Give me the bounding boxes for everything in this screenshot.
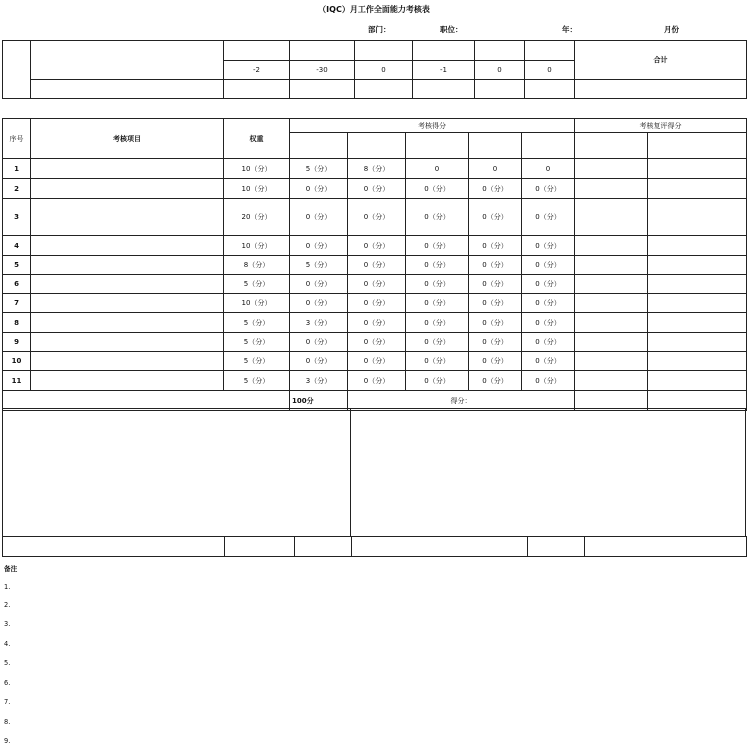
note-2: 2.	[4, 601, 11, 609]
row-review-cell	[575, 179, 648, 199]
row-score: 0（分）	[469, 313, 522, 333]
row-number: 5	[3, 256, 31, 275]
row-score: 0（分）	[522, 333, 575, 352]
score-row	[3, 275, 747, 294]
score-row	[3, 236, 747, 256]
deduct-val-1: -2	[224, 61, 290, 80]
deduct-val-2: -30	[290, 61, 355, 80]
row-weight: 5（分）	[224, 371, 290, 391]
row-review-cell	[575, 275, 648, 294]
row-review-cell	[575, 199, 648, 236]
row-score: 0（分）	[348, 313, 406, 333]
row-weight: 5（分）	[224, 313, 290, 333]
row-item	[31, 294, 224, 313]
row-score: 0（分）	[290, 352, 348, 371]
row-score: 0（分）	[522, 371, 575, 391]
row-item	[31, 371, 224, 391]
row-weight: 10（分）	[224, 236, 290, 256]
sub-header-3	[406, 133, 469, 159]
score-row	[3, 159, 747, 179]
signature-table	[2, 536, 747, 557]
row-score: 0	[522, 159, 575, 179]
row-score: 0（分）	[290, 236, 348, 256]
row-score: 0（分）	[522, 294, 575, 313]
col-header-review: 考核复评得分	[575, 119, 747, 133]
row-weight: 5（分）	[224, 352, 290, 371]
row-number: 3	[3, 199, 31, 236]
sub-header-5	[522, 133, 575, 159]
note-1: 1.	[4, 583, 11, 591]
deduct-val-3: 0	[355, 61, 413, 80]
deduct-val-5: 0	[475, 61, 525, 80]
reviewer-signature-label	[3, 537, 225, 557]
row-score: 0（分）	[406, 256, 469, 275]
review-opinion-box	[2, 408, 351, 537]
row-score: 5（分）	[290, 256, 348, 275]
row-score: 0（分）	[406, 236, 469, 256]
row-review-cell	[648, 236, 747, 256]
row-weight: 10（分）	[224, 159, 290, 179]
row-item	[31, 179, 224, 199]
row-weight: 8（分）	[224, 256, 290, 275]
sub-header-4	[469, 133, 522, 159]
row-score: 3（分）	[290, 371, 348, 391]
row-weight: 10（分）	[224, 294, 290, 313]
row-review-cell	[648, 179, 747, 199]
row-review-cell	[648, 294, 747, 313]
scoring-table	[2, 118, 747, 411]
row-score: 0（分）	[348, 236, 406, 256]
row-number: 8	[3, 313, 31, 333]
row-score: 0（分）	[469, 256, 522, 275]
row-score: 0（分）	[406, 371, 469, 391]
form-title: （IQC）月工作全面能力考核表	[318, 5, 430, 14]
score-row	[3, 199, 747, 236]
month-label: 月份	[664, 25, 679, 34]
initial-opinion-box	[350, 408, 746, 537]
deduct-col-6	[525, 41, 575, 61]
row-score: 0（分）	[406, 294, 469, 313]
row-score: 0（分）	[522, 236, 575, 256]
deduct-total-label: 合计	[575, 41, 747, 80]
deduction-side-label	[3, 41, 31, 99]
row-score: 0（分）	[469, 294, 522, 313]
sub-header-1	[290, 133, 348, 159]
department-label: 部门：	[368, 25, 391, 34]
row-score: 0（分）	[348, 352, 406, 371]
deduct-val-4: -1	[413, 61, 475, 80]
score-row	[3, 352, 747, 371]
row-item	[31, 199, 224, 236]
row-score: 0（分）	[522, 352, 575, 371]
initial-reviewer-label	[352, 537, 528, 557]
row-review-cell	[575, 256, 648, 275]
row-score: 0（分）	[469, 179, 522, 199]
row-score: 0（分）	[348, 179, 406, 199]
deduct-val-6: 0	[525, 61, 575, 80]
row-score: 0（分）	[522, 275, 575, 294]
row-score: 0（分）	[406, 352, 469, 371]
row-score: 0（分）	[348, 199, 406, 236]
deduct-col-1	[224, 41, 290, 61]
row-review-cell	[648, 256, 747, 275]
row-score: 0（分）	[406, 313, 469, 333]
row-item	[31, 352, 224, 371]
row-score: 0（分）	[348, 371, 406, 391]
deduction-standard-label	[31, 41, 224, 80]
review-date-label	[528, 537, 585, 557]
sub-header-7	[648, 133, 747, 159]
row-score: 0（分）	[522, 179, 575, 199]
col-header-item: 考核项目	[31, 119, 224, 159]
row-score: 0（分）	[469, 333, 522, 352]
deduct-col-3	[355, 41, 413, 61]
row-item	[31, 275, 224, 294]
row-score: 0（分）	[348, 256, 406, 275]
position-label: 职位：	[440, 25, 463, 34]
row-review-cell	[575, 333, 648, 352]
score-row	[3, 313, 747, 333]
row-score: 0（分）	[290, 199, 348, 236]
note-4: 4.	[4, 640, 11, 648]
row-weight: 5（分）	[224, 333, 290, 352]
row-item	[31, 313, 224, 333]
row-review-cell	[575, 236, 648, 256]
row-weight: 5（分）	[224, 275, 290, 294]
row-review-cell	[648, 371, 747, 391]
note-3: 3.	[4, 620, 11, 628]
sub-header-2	[348, 133, 406, 159]
year-label: 年：	[562, 25, 577, 34]
row-score: 5（分）	[290, 159, 348, 179]
row-score: 0	[406, 159, 469, 179]
row-number: 7	[3, 294, 31, 313]
row-score: 0（分）	[348, 333, 406, 352]
note-6: 6.	[4, 679, 11, 687]
total-weight: 100分	[290, 391, 348, 411]
row-review-cell	[648, 352, 747, 371]
col-header-score: 考核得分	[290, 119, 575, 133]
row-score: 0（分）	[290, 179, 348, 199]
row-number: 1	[3, 159, 31, 179]
row-review-cell	[648, 275, 747, 294]
col-header-weight: 权重	[224, 119, 290, 159]
row-number: 2	[3, 179, 31, 199]
row-score: 0（分）	[522, 199, 575, 236]
row-review-cell	[648, 159, 747, 179]
row-number: 6	[3, 275, 31, 294]
row-score: 0（分）	[469, 371, 522, 391]
row-number: 4	[3, 236, 31, 256]
row-score: 8（分）	[348, 159, 406, 179]
note-9: 9.	[4, 737, 11, 745]
row-score: 0（分）	[348, 294, 406, 313]
row-score: 0（分）	[348, 275, 406, 294]
row-weight: 10（分）	[224, 179, 290, 199]
total-score-label: 得分：	[348, 391, 575, 411]
row-review-cell	[575, 159, 648, 179]
row-number: 10	[3, 352, 31, 371]
review-score-label	[225, 537, 295, 557]
row-score: 0（分）	[406, 199, 469, 236]
note-8: 8.	[4, 718, 11, 726]
row-score: 0（分）	[290, 333, 348, 352]
notes-title: 备注	[4, 565, 18, 573]
row-item	[31, 159, 224, 179]
row-number: 9	[3, 333, 31, 352]
row-review-cell	[648, 313, 747, 333]
month-score-label	[31, 80, 224, 99]
sub-header-6	[575, 133, 648, 159]
score-row	[3, 333, 747, 352]
row-item	[31, 333, 224, 352]
row-score: 0（分）	[469, 236, 522, 256]
row-review-cell	[575, 313, 648, 333]
row-score: 0	[469, 159, 522, 179]
row-score: 0（分）	[522, 313, 575, 333]
row-score: 0（分）	[290, 275, 348, 294]
deduct-col-2	[290, 41, 355, 61]
score-row	[3, 179, 747, 199]
row-score: 0（分）	[469, 352, 522, 371]
row-item	[31, 236, 224, 256]
row-review-cell	[575, 371, 648, 391]
note-7: 7.	[4, 698, 11, 706]
score-row	[3, 256, 747, 275]
row-review-cell	[648, 199, 747, 236]
row-score: 0（分）	[469, 275, 522, 294]
row-review-cell	[575, 352, 648, 371]
note-5: 5.	[4, 659, 11, 667]
row-score: 0（分）	[406, 275, 469, 294]
deduct-col-4	[413, 41, 475, 61]
row-score: 0（分）	[522, 256, 575, 275]
row-review-cell	[575, 294, 648, 313]
row-weight: 20（分）	[224, 199, 290, 236]
row-score: 0（分）	[406, 179, 469, 199]
score-row	[3, 294, 747, 313]
score-row	[3, 371, 747, 391]
row-review-cell	[648, 333, 747, 352]
deduct-col-5	[475, 41, 525, 61]
row-item	[31, 256, 224, 275]
row-number: 11	[3, 371, 31, 391]
row-score: 0（分）	[406, 333, 469, 352]
row-score: 0（分）	[290, 294, 348, 313]
deduction-table	[2, 40, 747, 99]
row-score: 3（分）	[290, 313, 348, 333]
col-header-no: 序号	[3, 119, 31, 159]
row-score: 0（分）	[469, 199, 522, 236]
